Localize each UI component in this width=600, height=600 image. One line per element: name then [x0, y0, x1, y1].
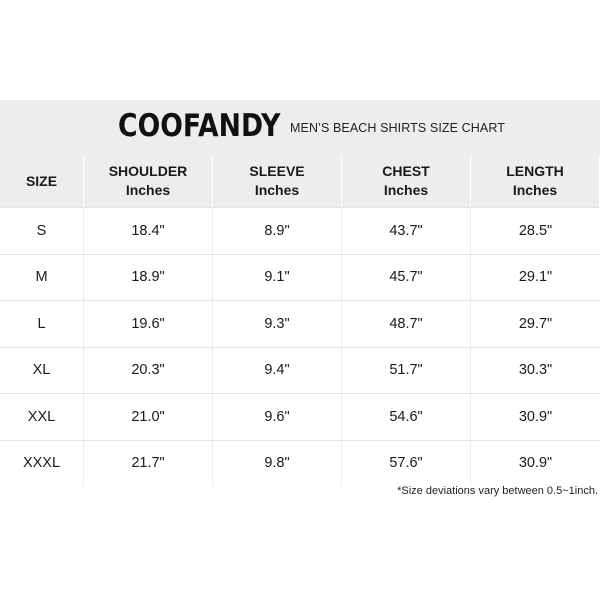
table-row — [0, 207, 600, 254]
chest-cell — [342, 301, 471, 347]
shoulder-value: 19.6" — [131, 315, 165, 332]
sleeve-value: 9.8" — [264, 455, 290, 472]
header-sleeve — [213, 155, 342, 207]
header-label: SLEEVE — [249, 163, 305, 179]
size-cell — [0, 394, 84, 440]
chest-value: 54.6" — [389, 408, 423, 425]
table-row — [0, 254, 600, 301]
size-value: L — [37, 315, 46, 332]
header-label: SIZE — [25, 172, 58, 189]
sleeve-cell — [213, 348, 342, 394]
size-value: XL — [32, 362, 51, 379]
shoulder-value: 21.7" — [131, 455, 165, 472]
header-chest — [342, 155, 471, 207]
sleeve-value: 9.1" — [264, 269, 290, 286]
shoulder-cell — [84, 255, 213, 301]
size-chart — [0, 100, 600, 502]
length-value: 28.5" — [518, 222, 553, 239]
sleeve-cell — [213, 441, 342, 487]
header-label: CHEST — [382, 163, 430, 179]
shoulder-cell — [84, 348, 213, 394]
sleeve-cell — [213, 301, 342, 347]
shoulder-value: 18.4" — [131, 222, 165, 239]
table-header-row — [0, 155, 600, 207]
sleeve-value: 9.6" — [264, 408, 290, 425]
header-unit: Inches — [512, 182, 558, 198]
shoulder-value: 20.3" — [131, 362, 165, 379]
chest-cell — [342, 348, 471, 394]
shoulder-cell — [84, 208, 213, 254]
chest-value: 43.7" — [389, 222, 423, 239]
size-cell — [0, 301, 84, 347]
size-value: S — [36, 222, 47, 239]
brand-logo: COOFANDY — [118, 108, 281, 144]
chest-cell — [342, 394, 471, 440]
size-cell — [0, 255, 84, 301]
chest-value: 57.6" — [389, 455, 423, 472]
shoulder-value: 21.0" — [131, 408, 165, 425]
size-value: XXXL — [22, 455, 61, 472]
length-cell — [471, 208, 600, 254]
length-value: 30.3" — [518, 362, 553, 379]
size-value: XXL — [27, 408, 56, 425]
header-shoulder — [84, 155, 213, 207]
size-cell — [0, 441, 84, 487]
length-cell — [471, 441, 600, 487]
length-value: 29.1" — [518, 269, 553, 286]
size-value: M — [35, 269, 48, 286]
header-unit: Inches — [254, 182, 300, 198]
table-row — [0, 440, 600, 487]
shoulder-value: 18.9" — [131, 269, 165, 286]
shoulder-cell — [84, 441, 213, 487]
header-label: LENGTH — [506, 163, 564, 179]
length-cell — [471, 255, 600, 301]
chest-value: 51.7" — [389, 362, 423, 379]
size-deviation-note: *Size deviations vary between 0.5~1inch. — [397, 485, 598, 497]
table-row — [0, 300, 600, 347]
header-length — [471, 155, 600, 207]
length-value: 30.9" — [518, 455, 553, 472]
length-cell — [471, 348, 600, 394]
chart-title: MEN’S BEACH SHIRTS SIZE CHART — [290, 121, 505, 135]
sleeve-value: 9.3" — [264, 315, 290, 332]
sleeve-value: 8.9" — [264, 222, 290, 239]
chest-value: 45.7" — [389, 269, 423, 286]
size-cell — [0, 208, 84, 254]
length-cell — [471, 394, 600, 440]
length-cell — [471, 301, 600, 347]
size-cell — [0, 348, 84, 394]
header-unit: Inches — [383, 182, 429, 198]
table-row — [0, 393, 600, 440]
header-label: SHOULDER — [108, 163, 188, 179]
chest-cell — [342, 441, 471, 487]
length-value: 30.9" — [518, 408, 553, 425]
sleeve-cell — [213, 208, 342, 254]
length-value: 29.7" — [518, 315, 553, 332]
sleeve-cell — [213, 255, 342, 301]
header-unit: Inches — [125, 182, 171, 198]
size-table — [0, 155, 600, 486]
sleeve-cell — [213, 394, 342, 440]
chest-cell — [342, 208, 471, 254]
shoulder-cell — [84, 394, 213, 440]
chest-cell — [342, 255, 471, 301]
table-row — [0, 347, 600, 394]
shoulder-cell — [84, 301, 213, 347]
chest-value: 48.7" — [389, 315, 423, 332]
sleeve-value: 9.4" — [264, 362, 290, 379]
header-size — [0, 155, 84, 207]
